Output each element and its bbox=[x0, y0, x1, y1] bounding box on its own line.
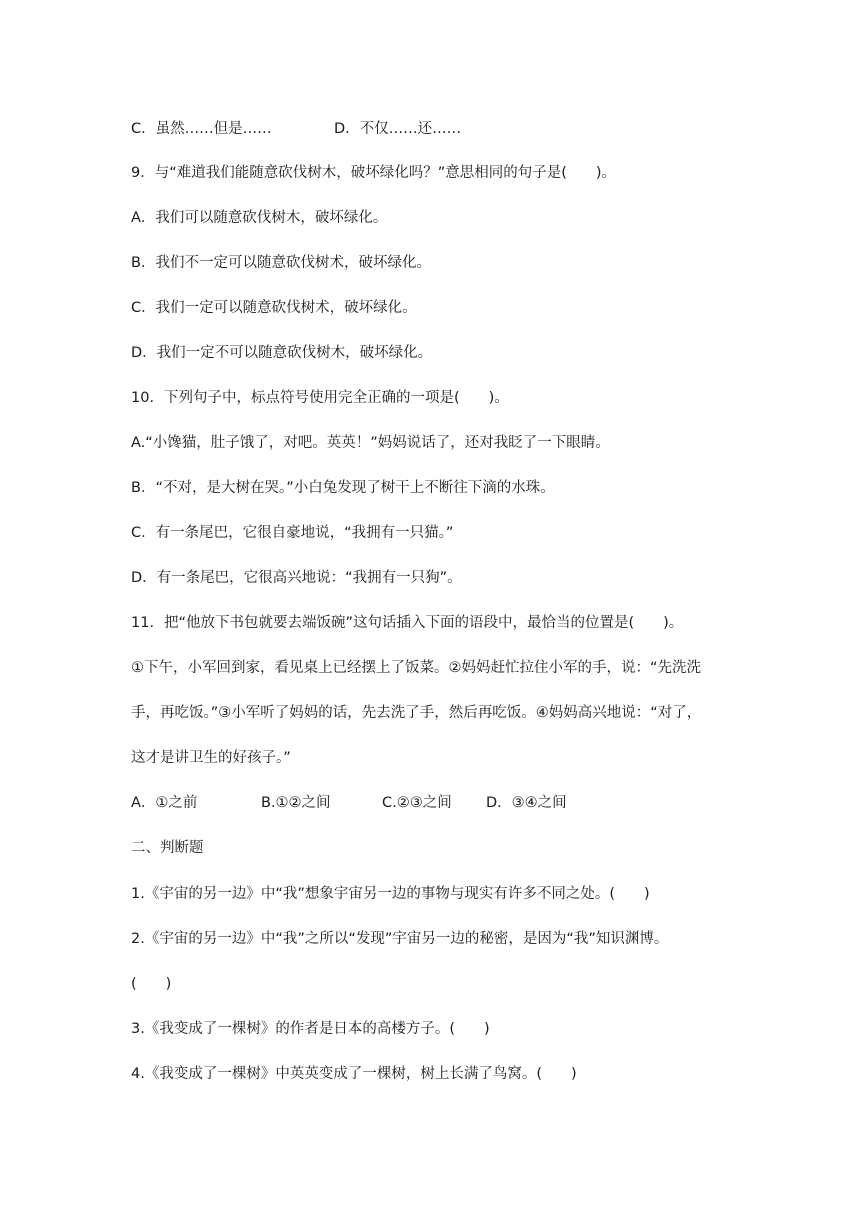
judgment-item-2-blank: ( ) bbox=[131, 976, 172, 992]
option-d: D．③④之间 bbox=[486, 795, 567, 811]
option-b: B.①②之间 bbox=[261, 795, 331, 811]
question-9-stem: 9．与“难道我们能随意砍伐树木，破坏绿化吗？”意思相同的句子是( )。 bbox=[131, 165, 617, 181]
question-11-passage-line-1: ①下午，小军回到家，看见桌上已经摆上了饭菜。②妈妈赶忙拉住小军的手，说：“先洗洗 bbox=[131, 660, 702, 676]
question-11-passage-line-2: 手，再吃饭。”③小军听了妈妈的话，先去洗了手，然后再吃饭。④妈妈高兴地说：“对了， bbox=[131, 705, 702, 721]
question-9-option-c: C．我们一定可以随意砍伐树术，破坏绿化。 bbox=[131, 300, 417, 316]
question-8-options bbox=[131, 119, 461, 139]
judgment-item-2: 2.《宇宙的另一边》中“我”之所以“发现”宇宙另一边的秘密，是因为“我”知识渊博。 bbox=[131, 931, 669, 947]
question-11-stem: 11．把“他放下书包就要去端饭碗”这句话插入下面的语段中，最恰当的位置是( )。 bbox=[131, 615, 684, 631]
option-a: A．①之前 bbox=[131, 795, 198, 811]
judgment-item-1: 1.《宇宙的另一边》中“我”想象宇宙另一边的事物与现实有许多不同之处。( ) bbox=[131, 886, 650, 902]
judgment-item-4: 4.《我变成了一棵树》中英英变成了一棵树，树上长满了鸟窝。( ) bbox=[131, 1066, 577, 1082]
question-9-option-d: D．我们一定不可以随意砍伐树木，破坏绿化。 bbox=[131, 345, 433, 361]
option-c: C.②③之间 bbox=[382, 795, 452, 811]
question-11-passage-line-3: 这才是讲卫生的好孩子。” bbox=[131, 750, 291, 766]
section-2-title: 二、判断题 bbox=[131, 840, 204, 856]
question-10-option-d: D．有一条尾巴，它很高兴地说：“我拥有一只狗”。 bbox=[131, 570, 462, 586]
judgment-item-3: 3.《我变成了一棵树》的作者是日本的高楼方子。( ) bbox=[131, 1021, 490, 1037]
option-c: C．虽然……但是…… bbox=[131, 121, 272, 137]
question-10-option-c: C．有一条尾巴，它很自豪地说，“我拥有一只猫。” bbox=[131, 525, 454, 541]
question-9-option-a: A．我们可以随意砍伐树木，破坏绿化。 bbox=[131, 210, 388, 226]
question-11-options bbox=[131, 793, 567, 813]
option-d: D．不仅……还…… bbox=[334, 121, 462, 137]
question-9-option-b: B．我们不一定可以随意砍伐树术，破坏绿化。 bbox=[131, 255, 431, 271]
question-10-option-b: B．“不对，是大树在哭。”小白兔发现了树干上不断往下滴的水珠。 bbox=[131, 480, 555, 496]
question-10-option-a: A.“小馋猫，肚子饿了，对吧。英英！”妈妈说话了，还对我眨了一下眼睛。 bbox=[131, 435, 610, 451]
question-10-stem: 10．下列句子中，标点符号使用完全正确的一项是( )。 bbox=[131, 390, 509, 406]
